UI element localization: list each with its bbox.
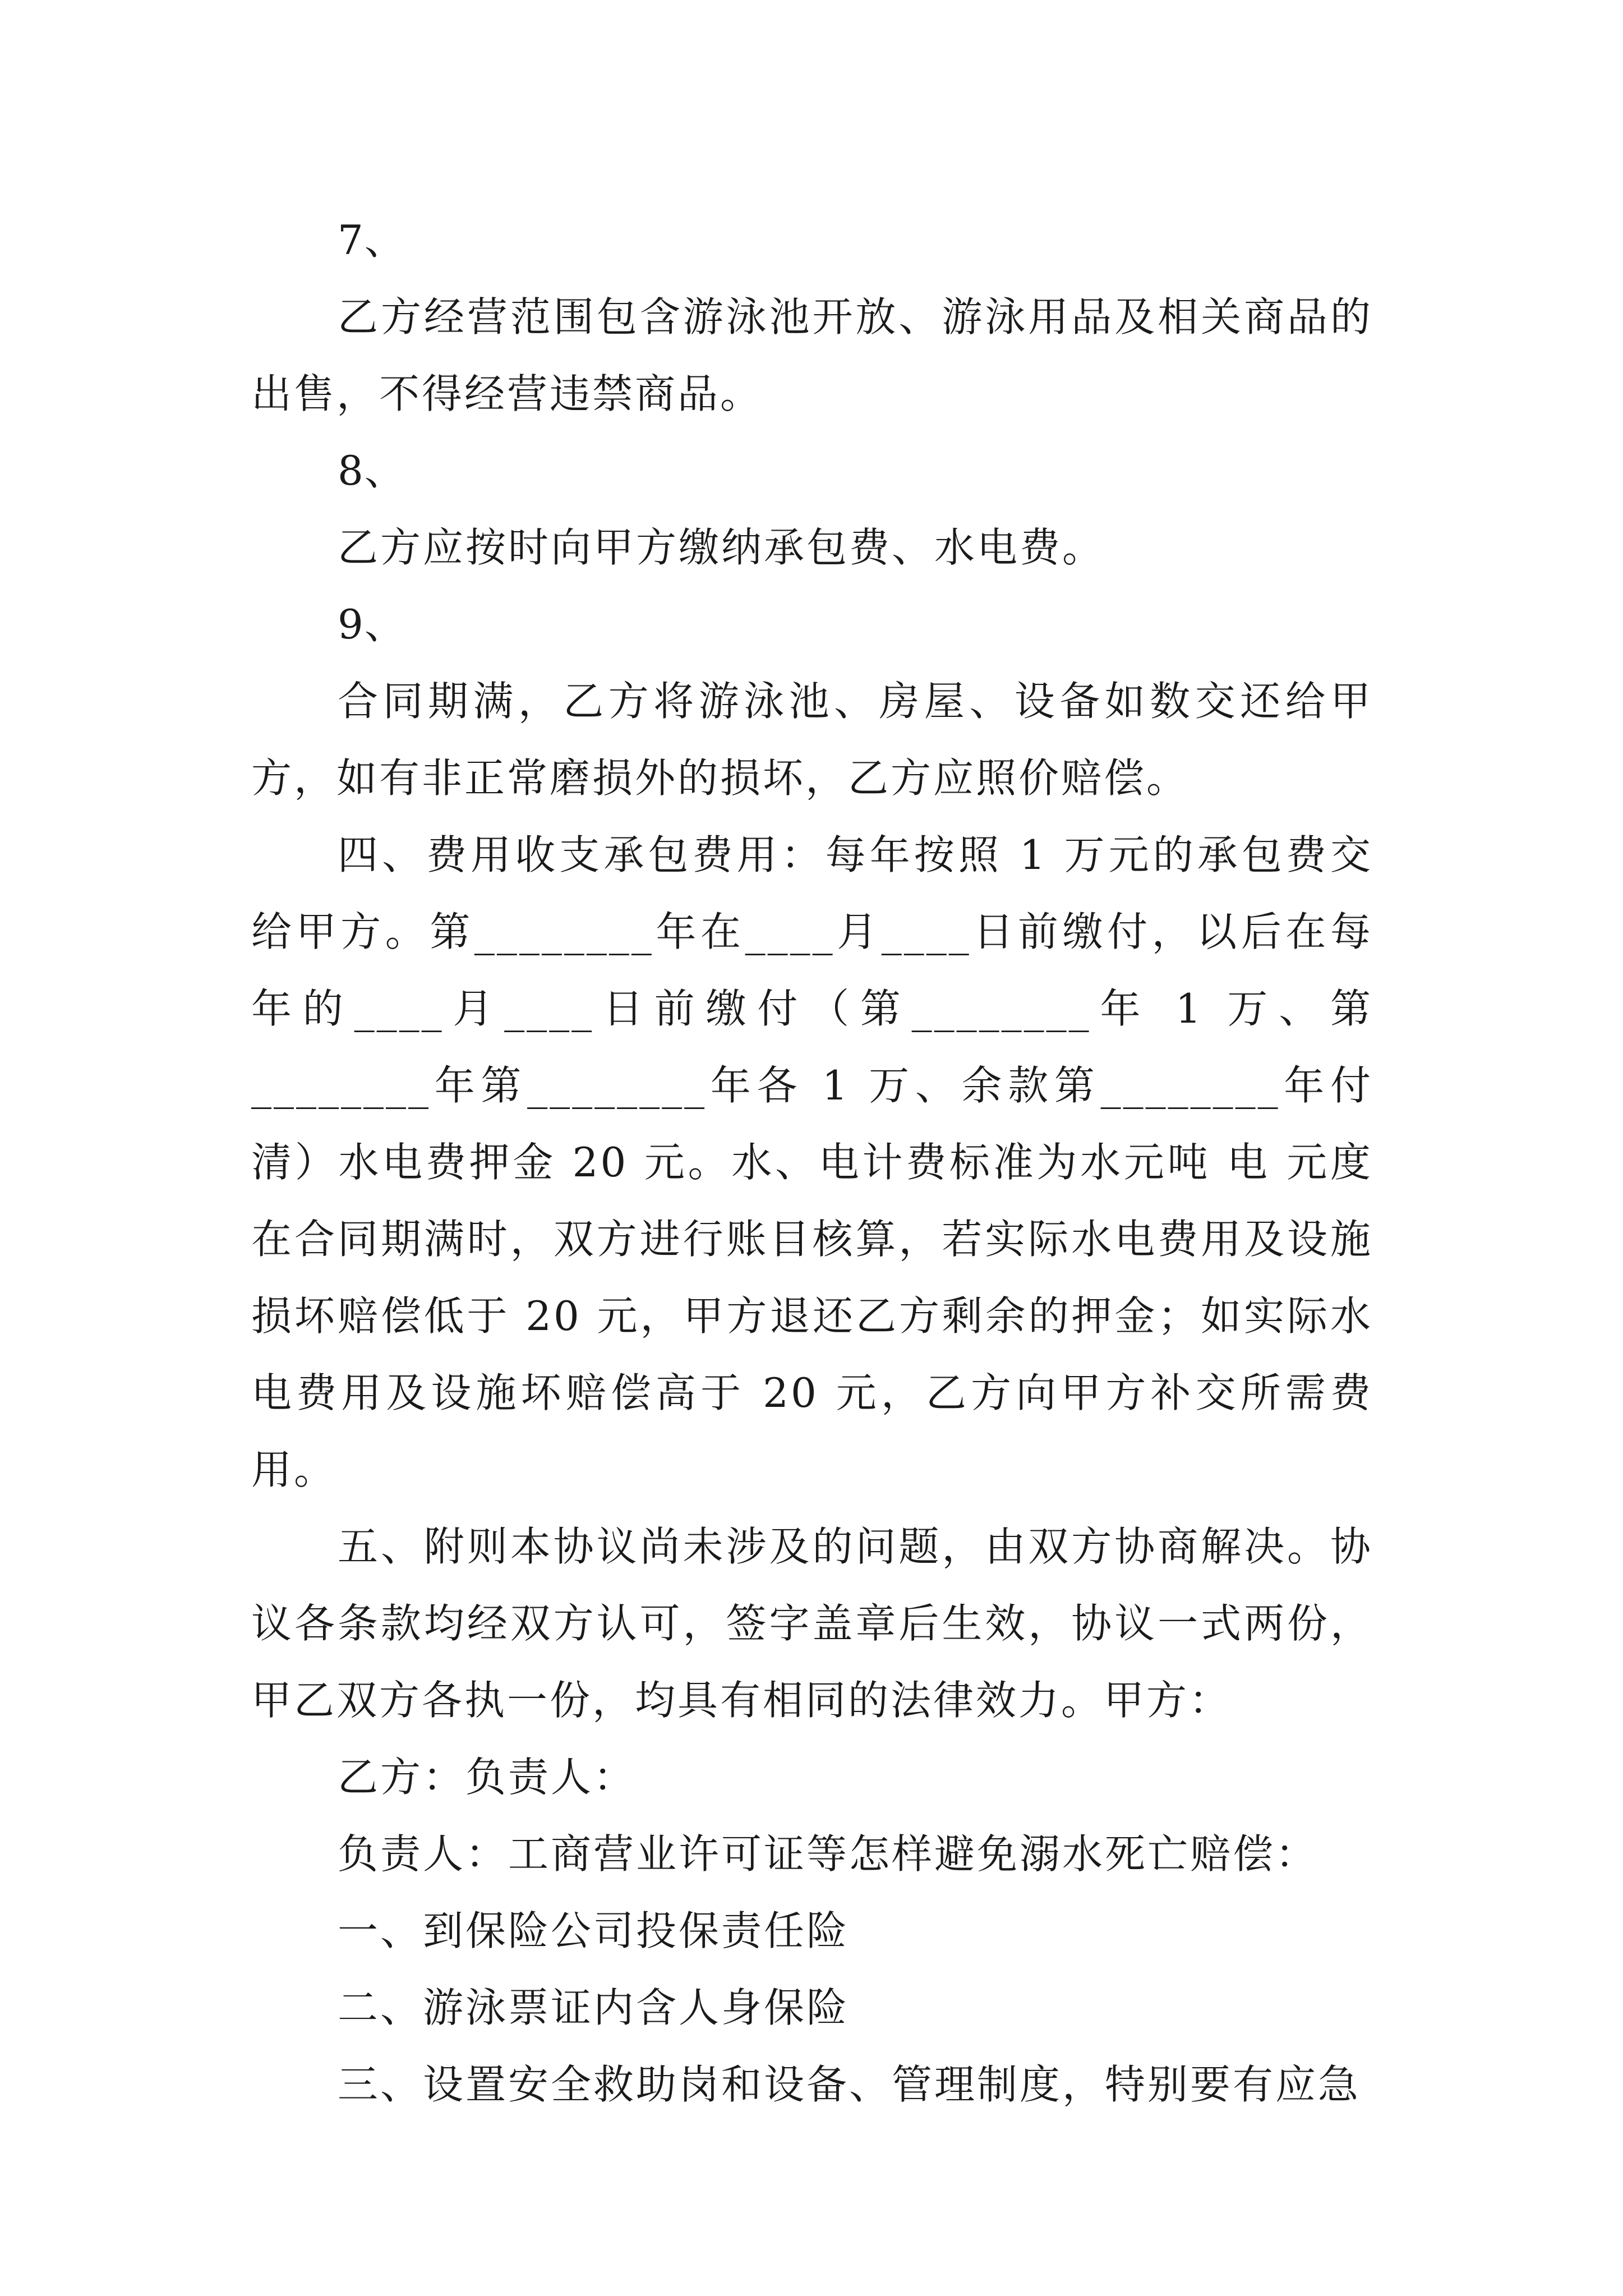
responsible-person-line: 负责人：工商营业许可证等怎样避免溺水死亡赔偿： bbox=[338, 1830, 1318, 1878]
clause-number-9: 9、 bbox=[338, 601, 406, 648]
measure-1: 一、到保险公司投保责任险 bbox=[338, 1907, 850, 1954]
clause-9-text: 合同期满，乙方将游泳池、房屋、设备如数交还给甲方，如有非正常磨损外的损坏，乙方应照价赔偿。 bbox=[251, 678, 1373, 802]
party-b-signature-line: 乙方：负责人： bbox=[338, 1754, 637, 1801]
measure-3: 三、设置安全救助岗和设备、管理制度，特别要有应急 bbox=[338, 2061, 1361, 2108]
clause-8-text: 乙方应按时向甲方缴纳承包费、水电费。 bbox=[338, 524, 1105, 571]
clause-number-8: 8、 bbox=[338, 447, 406, 494]
clause-7-text: 乙方经营范围包含游泳池开放、游泳用品及相关商品的出售，不得经营违禁商品。 bbox=[251, 293, 1373, 417]
document-page bbox=[251, 202, 1373, 2123]
measure-2: 二、游泳票证内含人身保险 bbox=[338, 1984, 850, 2031]
section-4-fees: 四、费用收支承包费用：每年按照 1 万元的承包费交给甲方。第________年在____月____日前缴付，以后在每年的____月____日前缴付（第________年 1 万、第________年第________年各 1 万、余款第________年付清）水电费押金 20 元。水、电计费标准为水元吨 电 元度在合同期满时，双方进行账目核算，若实际水电费用及设施损坏赔偿低于 20 元，甲方退还乙方剩余的押金；如实际水电费用及设施坏赔偿高于 20 元，乙方向甲方补交所需费用。 bbox=[251, 831, 1373, 1493]
section-5-appendix: 五、附则本协议尚未涉及的问题，由双方协商解决。协议各条款均经双方认可，签字盖章后生效，协议一式两份，甲乙双方各执一份，均具有相同的法律效力。甲方： bbox=[251, 1523, 1373, 1724]
clause-number-7: 7、 bbox=[338, 217, 406, 264]
